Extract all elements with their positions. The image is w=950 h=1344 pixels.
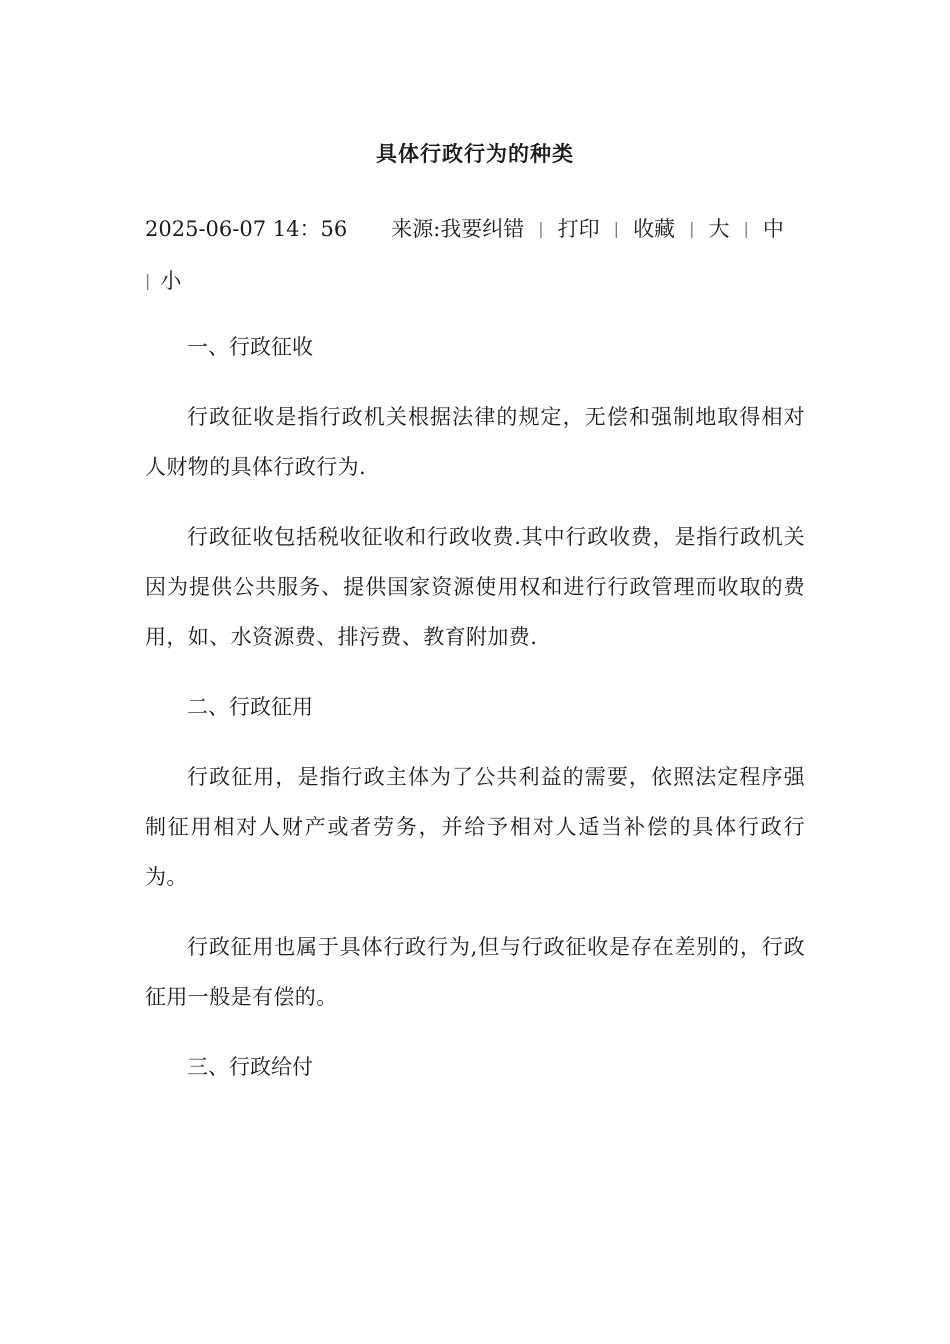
publish-date: 2025-06-07 14：56 xyxy=(145,217,348,241)
separator: | xyxy=(613,219,620,238)
font-size-medium-link[interactable]: 中 xyxy=(762,217,784,241)
font-size-large-link[interactable]: 大 xyxy=(708,217,730,241)
separator: | xyxy=(743,219,749,238)
separator: | xyxy=(145,271,151,290)
article-body xyxy=(145,322,805,1112)
paragraph: 行政征收包括税收征收和行政收费.其中行政收费，是指行政机关因为提供公共服务、提供国家资源使用权和进行行政管理而收取的费用，如、水资源费、排污费、教育附加费. xyxy=(145,525,805,649)
section-heading: 一、行政征收 xyxy=(187,335,313,359)
section-heading: 三、行政给付 xyxy=(187,1055,313,1079)
font-size-small-link[interactable]: 小 xyxy=(160,269,182,293)
print-link[interactable]: 打印 xyxy=(557,217,600,241)
separator: | xyxy=(689,219,695,238)
paragraph: 行政征用，是指行政主体为了公共利益的需要，依照法定程序强制征用相对人财产或者劳务，并给予相对人适当补偿的具体行政行为。 xyxy=(145,765,805,889)
article-meta xyxy=(145,204,805,308)
section-heading: 二、行政征用 xyxy=(187,695,313,719)
favorite-link[interactable]: 收藏 xyxy=(633,217,676,241)
article-title: 具体行政行为的种类 xyxy=(376,141,574,166)
paragraph: 行政征收是指行政机关根据法律的规定，无偿和强制地取得相对人财物的具体行政行为. xyxy=(145,405,805,479)
source-link[interactable]: 来源:我要纠错 xyxy=(391,217,525,241)
separator: | xyxy=(538,219,544,238)
paragraph: 行政征用也属于具体行政行为,但与行政征收是存在差别的，行政征用一般是有偿的。 xyxy=(145,935,805,1009)
